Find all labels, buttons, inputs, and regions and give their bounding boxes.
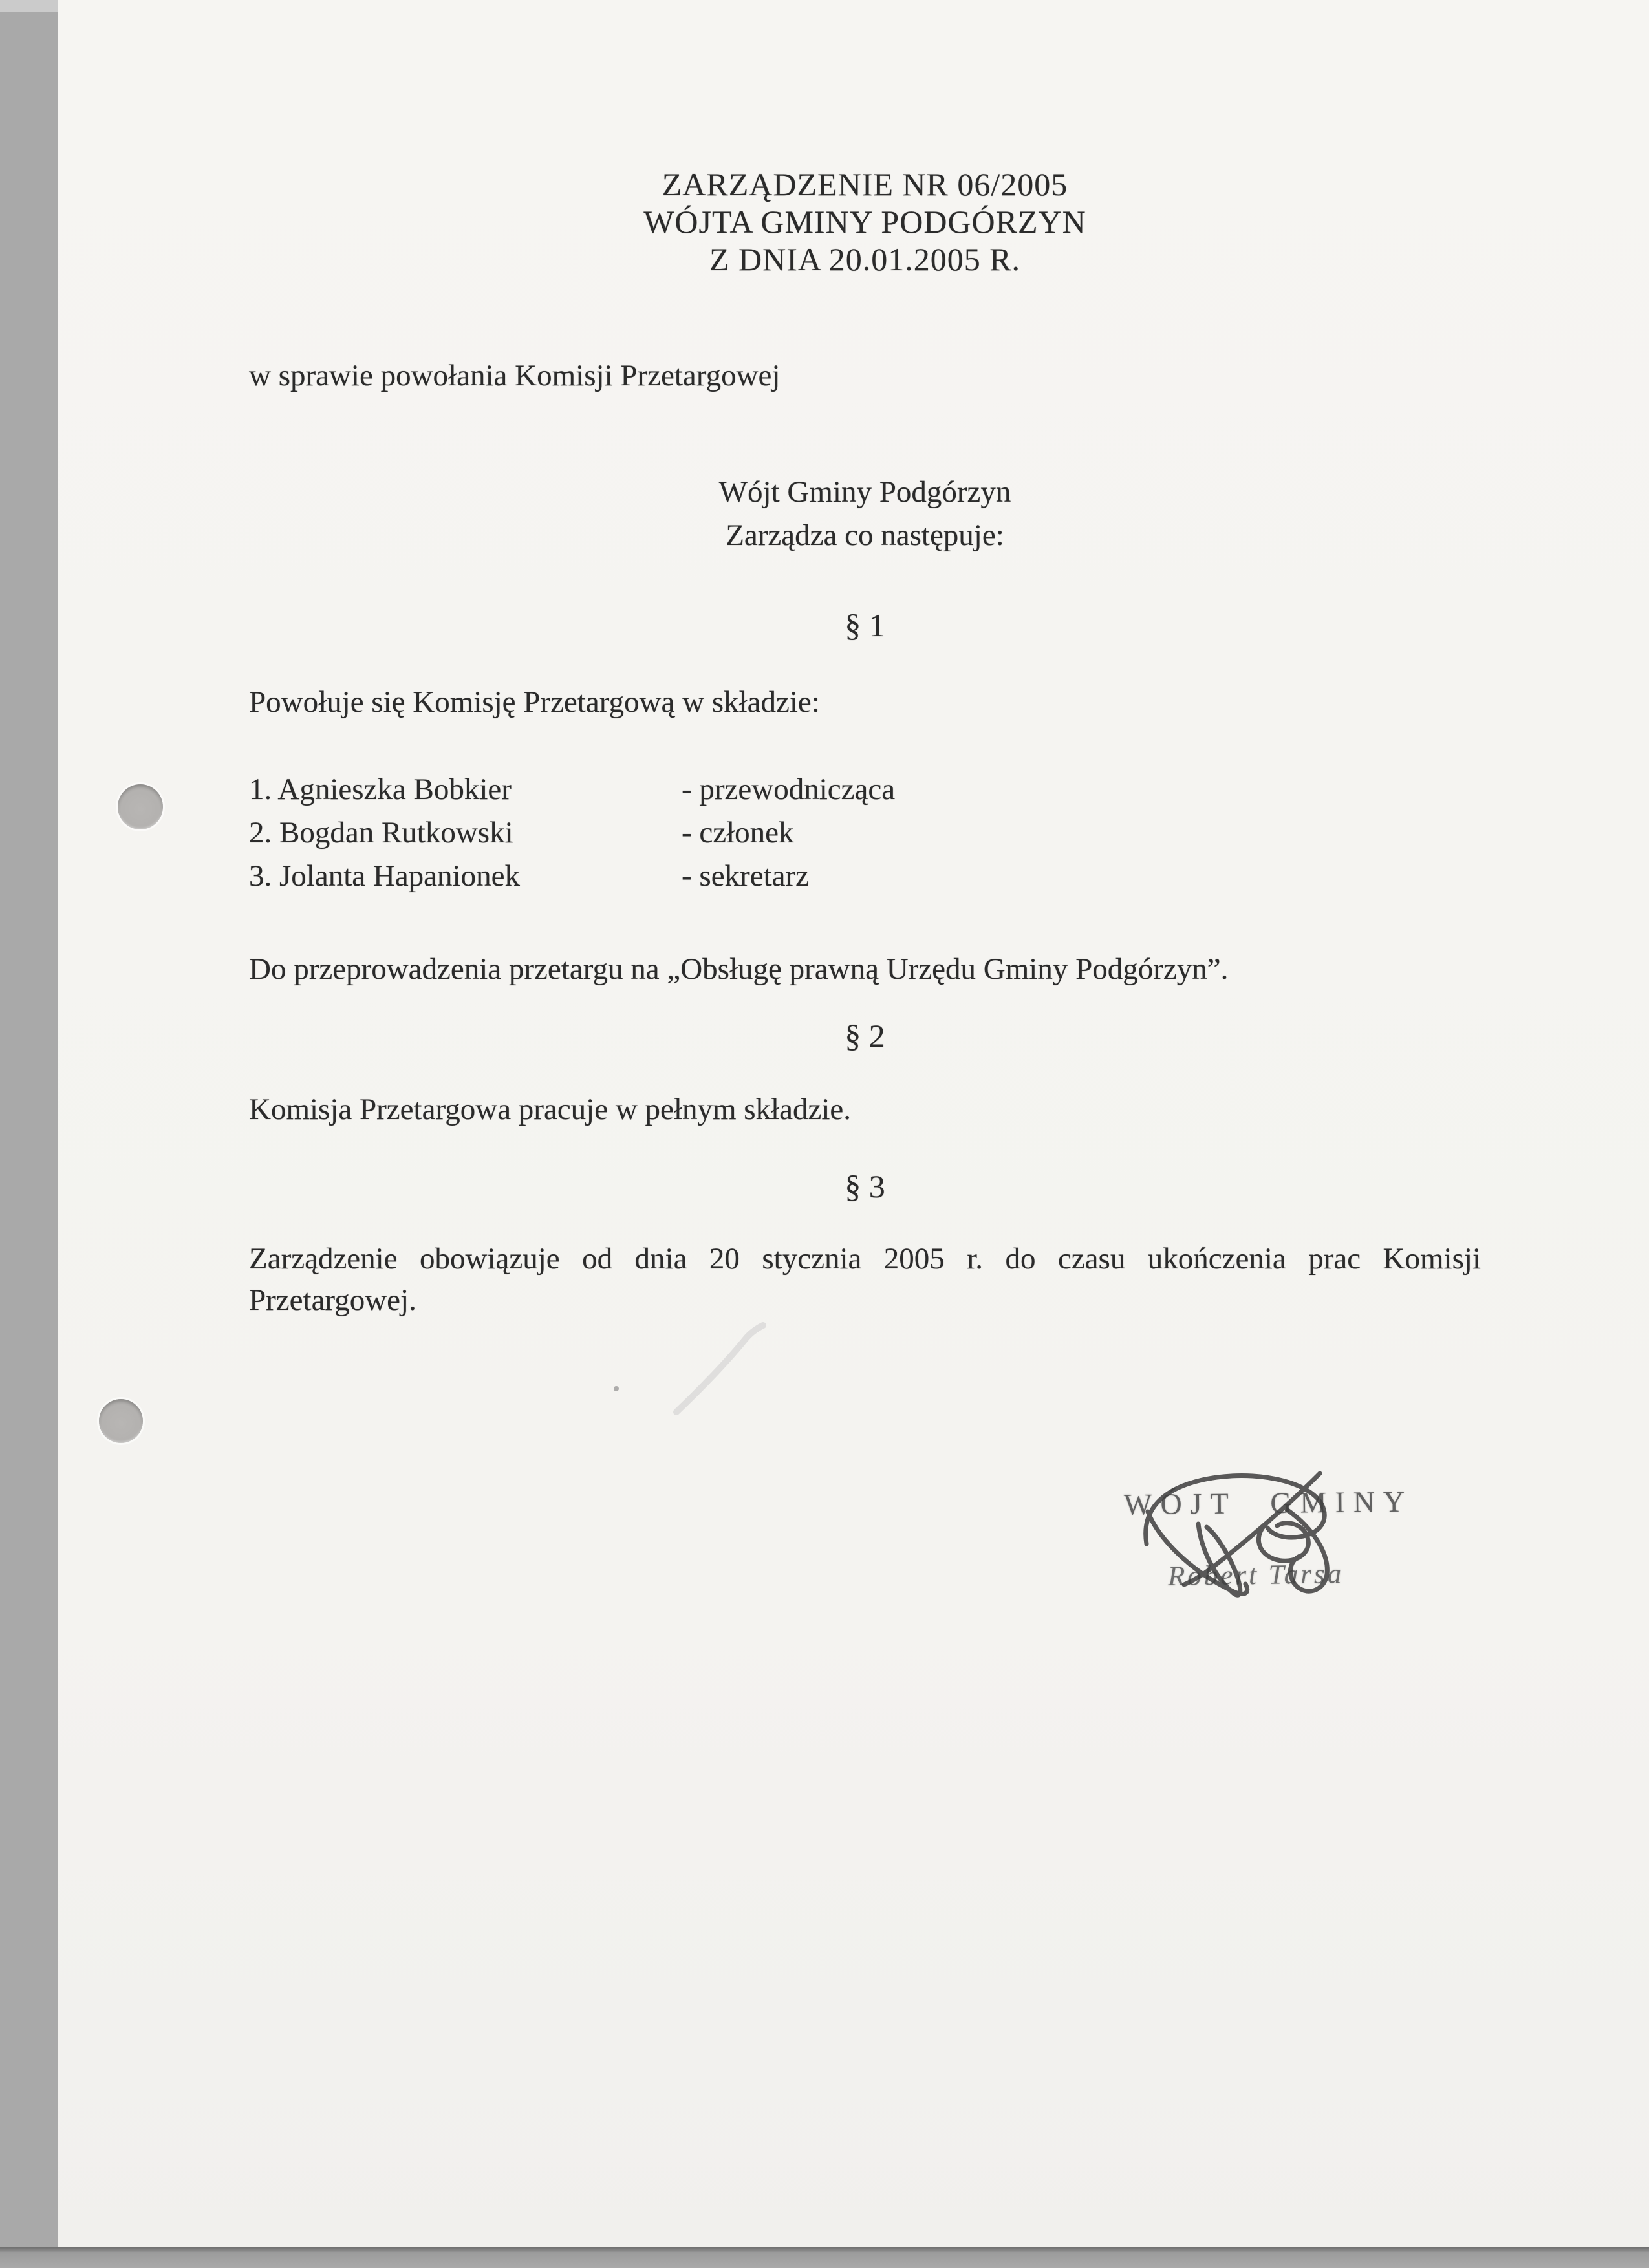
- preamble-line-2: Zarządza co następuje:: [726, 519, 1004, 552]
- mayor-stamp-title: WÓJT GMINY: [1123, 1484, 1414, 1521]
- member-role: - przewodnicząca: [682, 773, 896, 806]
- member-row: [249, 768, 1481, 811]
- member-name: 1. Agnieszka Bobkier: [249, 773, 512, 806]
- member-row: [249, 811, 1481, 855]
- member-row: [249, 855, 1481, 898]
- section-2-heading: § 2: [845, 1018, 885, 1054]
- member-name: 2. Bogdan Rutkowski: [249, 816, 513, 850]
- subject-line: w sprawie powołania Komisji Przetargowej: [249, 359, 781, 392]
- scanner-edge-left: [0, 0, 58, 2268]
- mayor-stamp-name: Robert Tarsa: [1167, 1559, 1344, 1592]
- pencil-smudge: [676, 1325, 763, 1412]
- section-2-text: Komisja Przetargowa pracuje w pełnym składzie.: [249, 1093, 852, 1126]
- section-3-text-line-1: Zarządzenie obowiązuje od dnia 20 stycznia 2005 r. do czasu ukończenia prac Komisji: [249, 1242, 1481, 1276]
- section-1-heading: § 1: [845, 607, 885, 643]
- member-role: - sekretarz: [682, 859, 809, 893]
- title-line-1: ZARZĄDZENIE NR 06/2005: [662, 166, 1068, 202]
- title-line-3: Z DNIA 20.01.2005 R.: [709, 241, 1021, 277]
- section-3-text-line-2: Przetargowej.: [249, 1283, 416, 1317]
- preamble-line-1: Wójt Gminy Podgórzyn: [718, 475, 1011, 509]
- punch-hole-top: [118, 784, 163, 829]
- section-1-intro: Powołuje się Komisję Przetargową w składzie:: [249, 685, 820, 719]
- title-line-2: WÓJTA GMINY PODGÓRZYN: [643, 204, 1086, 240]
- section-3-heading: § 3: [845, 1168, 885, 1204]
- section-1-purpose: Do przeprowadzenia przetargu na „Obsługę prawną Urzędu Gminy Podgórzyn”.: [249, 952, 1229, 986]
- scanner-edge-left-top: [0, 0, 58, 12]
- member-name: 3. Jolanta Hapanionek: [249, 859, 520, 893]
- scanner-edge-bottom: [0, 2247, 1649, 2268]
- member-role: - członek: [682, 816, 794, 850]
- ink-speck: [614, 1386, 619, 1391]
- punch-hole-bottom: [99, 1399, 143, 1443]
